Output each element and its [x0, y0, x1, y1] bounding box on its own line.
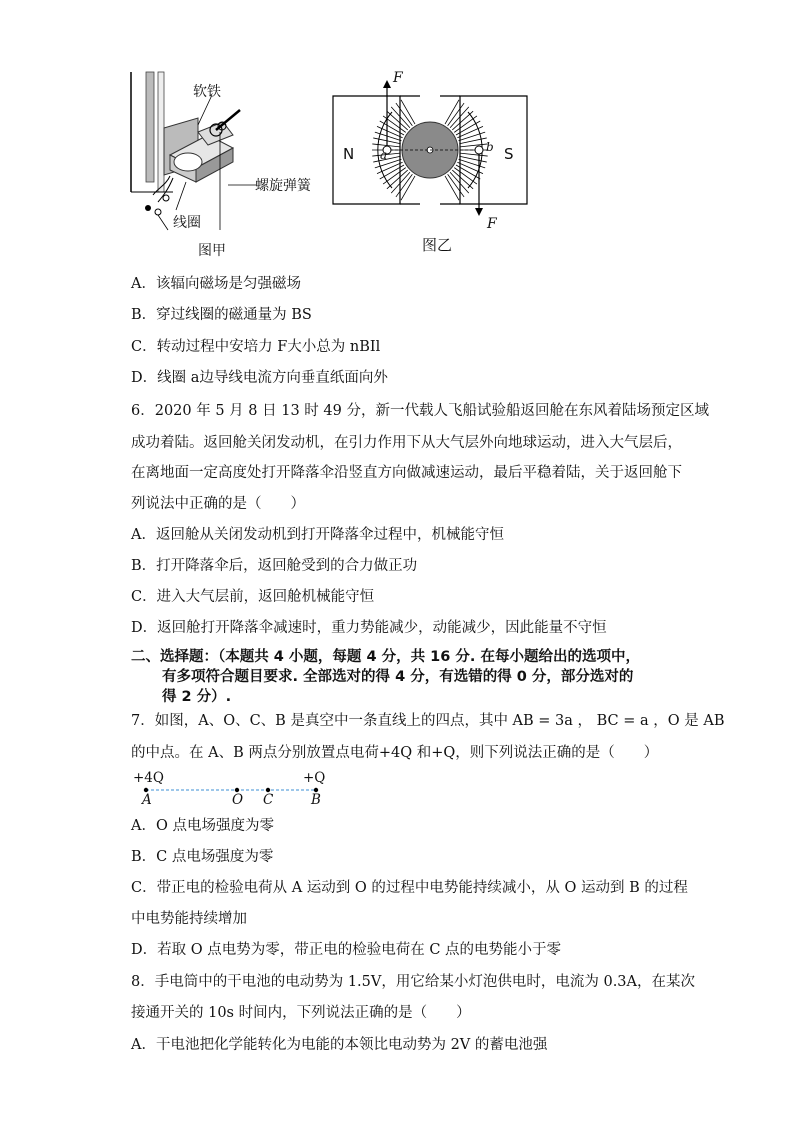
q7-option-a: A．O 点电场强度为零: [131, 818, 274, 834]
q6-option-b: B．打开降落伞后，返回舱受到的合力做正功: [131, 558, 418, 574]
q7-point-c-label: C: [263, 792, 274, 808]
label-force-bottom: F: [487, 216, 497, 232]
q7-stem-line-1: 7．如图，A、O、C、B 是真空中一条直线上的四点，其中 AB = 3a ， BC = a ，O 是 AB: [131, 713, 725, 729]
q6-option-d: D．返回舱打开降落伞减速时，重力势能减少，动能减少，因此能量不守恒: [131, 620, 607, 636]
q8-option-a: A．干电池把化学能转化为电能的本领比电动势为 2V 的蓄电池强: [131, 1037, 548, 1053]
section-2-heading-line-2: 有多项符合题目要求. 全部选对的得 4 分，有选错的得 0 分，部分选对的: [162, 669, 634, 685]
q5-option-d: D．线圈 a边导线电流方向垂直纸面向外: [131, 370, 388, 386]
q7-point-o-label: O: [232, 792, 244, 808]
q8-stem-line-1: 8．手电筒中的干电池的电动势为 1.5V，用它给某小灯泡供电时，电流为 0.3A，在某次: [131, 974, 696, 990]
figure-a-caption: 图甲: [198, 243, 226, 259]
q7-charge-a-label: +4Q: [133, 770, 164, 786]
section-2-heading-line-1: 二、选择题：（本题共 4 小题，每题 4 分，共 16 分. 在每小题给出的选项中，: [131, 649, 640, 665]
q7-point-a-label: A: [142, 792, 152, 808]
q6-option-c: C．进入大气层前，返回舱机械能守恒: [131, 589, 375, 605]
q6-stem-line-2: 成功着陆。返回舱关闭发动机，在引力作用下从大气层外向地球运动，进入大气层后，: [131, 435, 682, 451]
q6-stem-line-3: 在离地面一定高度处打开降落伞沿竖直方向做减速运动，最后平稳着陆，关于返回舱下: [131, 465, 682, 481]
q6-stem-line-1: 6．2020 年 5 月 8 日 13 时 49 分，新一代载人飞船试验船返回舱在东风着陆场预定区域: [131, 403, 709, 419]
q7-option-d: D．若取 O 点电势为零，带正电的检验电荷在 C 点的电势能小于零: [131, 942, 562, 958]
figure-b-diagram: [330, 72, 530, 232]
q5-option-b: B．穿过线圈的磁通量为 BS: [131, 307, 312, 323]
figure-a-diagram: [128, 70, 328, 265]
q7-option-c-line-2: 中电势能持续增加: [131, 911, 247, 927]
q8-stem-line-2: 接通开关的 10s 时间内，下列说法正确的是（ ）: [131, 1005, 471, 1021]
label-side-b: b: [486, 140, 494, 154]
label-soft-iron: 软铁: [193, 84, 221, 100]
field-line: [460, 153, 488, 156]
q6-stem-line-4: 列说法中正确的是（ ）: [131, 496, 305, 512]
label-spiral-spring: 螺旋弹簧: [255, 178, 311, 194]
q5-option-a: A．该辐向磁场是匀强磁场: [131, 276, 301, 292]
q7-option-b: B．C 点电场强度为零: [131, 849, 274, 865]
label-coil: 线圈: [173, 215, 201, 231]
label-side-a: a: [380, 148, 388, 162]
q7-point-b-label: B: [311, 792, 321, 808]
section-2-heading-line-3: 得 2 分）.: [162, 689, 232, 705]
figure-b-caption: 图乙: [422, 236, 453, 254]
label-n-pole: N: [343, 145, 355, 163]
label-s-pole: S: [504, 145, 514, 163]
label-force-top: F: [393, 70, 403, 86]
q6-option-a: A．返回舱从关闭发动机到打开降落伞过程中，机械能守恒: [131, 527, 504, 543]
q7-option-c-line-1: C．带正电的检验电荷从 A 运动到 O 的过程中电势能持续减小，从 O 运动到 B 的过程: [131, 880, 688, 896]
q7-stem-line-2: 的中点。在 A、B 两点分别放置点电荷+4Q 和+Q，则下列说法正确的是（ ）: [131, 745, 659, 761]
field-line: [460, 144, 488, 147]
q7-charge-b-label: +Q: [303, 770, 326, 786]
q5-option-c: C．转动过程中安培力 F大小总为 nBIl: [131, 339, 381, 355]
